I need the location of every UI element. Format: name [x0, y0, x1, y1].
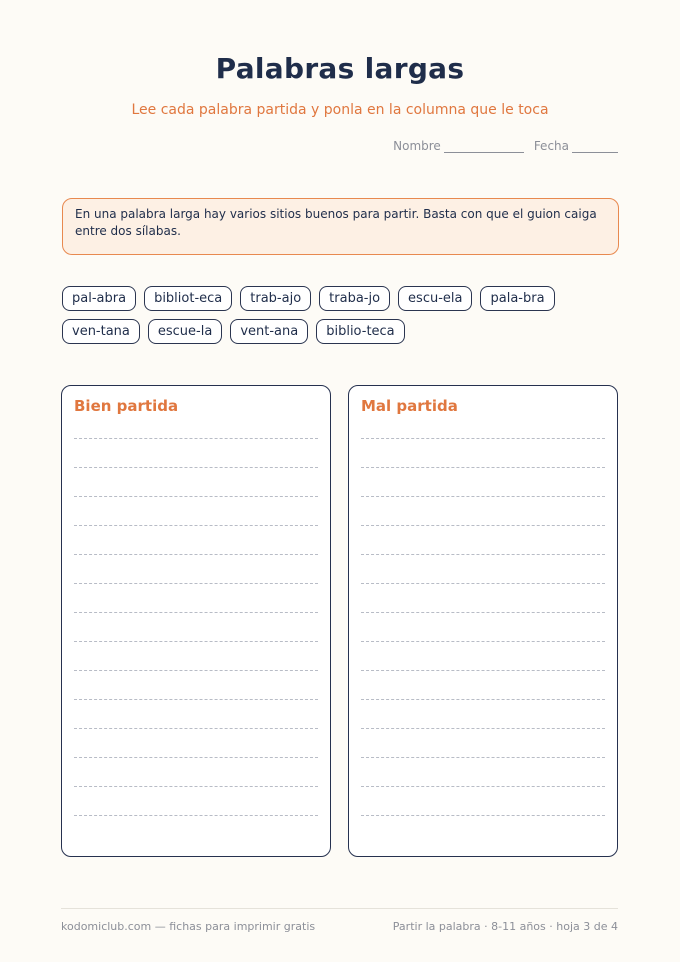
writing-line	[74, 641, 318, 642]
writing-line	[361, 438, 605, 439]
page-title: Palabras largas	[215, 52, 465, 85]
word-chip: trab-ajo	[240, 286, 311, 311]
writing-line	[361, 467, 605, 468]
writing-line	[74, 786, 318, 787]
writing-line	[361, 670, 605, 671]
writing-line	[74, 815, 318, 816]
writing-line	[361, 786, 605, 787]
word-chip: bibliot-eca	[144, 286, 232, 311]
date-label: Fecha	[533, 139, 569, 153]
writing-line	[74, 670, 318, 671]
writing-line	[74, 467, 318, 468]
writing-line	[74, 699, 318, 700]
writing-line	[361, 815, 605, 816]
word-bank	[62, 286, 622, 344]
writing-line	[74, 612, 318, 613]
writing-line	[361, 699, 605, 700]
writing-line	[361, 525, 605, 526]
column-incorrect-title: Mal partida	[361, 397, 458, 415]
writing-line	[361, 757, 605, 758]
writing-lines-left	[74, 438, 318, 844]
writing-line	[361, 583, 605, 584]
column-incorrect	[348, 385, 618, 857]
name-label: Nombre	[393, 139, 441, 153]
writing-line	[361, 641, 605, 642]
name-line	[444, 142, 524, 153]
column-correct	[61, 385, 331, 857]
name-field	[393, 139, 524, 153]
footer-divider	[61, 908, 618, 909]
writing-line	[74, 554, 318, 555]
word-chip: biblio-teca	[316, 319, 404, 344]
writing-line	[361, 496, 605, 497]
tip-box: En una palabra larga hay varios sitios buenos para partir. Basta con que el guion caiga entre dos sílabas.	[62, 198, 619, 255]
word-chip: traba-jo	[319, 286, 390, 311]
writing-lines-right	[361, 438, 605, 844]
writing-line	[74, 525, 318, 526]
word-chip: vent-ana	[230, 319, 308, 344]
word-chip: escu-ela	[398, 286, 472, 311]
writing-line	[74, 583, 318, 584]
writing-line	[74, 496, 318, 497]
column-correct-title: Bien partida	[74, 397, 179, 415]
word-chip: pala-bra	[480, 286, 554, 311]
date-field	[534, 139, 618, 153]
footer-site: kodomiclub.com — fichas para imprimir gratis	[61, 920, 316, 933]
writing-line	[361, 728, 605, 729]
date-line	[572, 142, 618, 153]
writing-line	[74, 438, 318, 439]
writing-line	[74, 757, 318, 758]
page-subtitle: Lee cada palabra partida y ponla en la columna que le toca	[131, 102, 549, 118]
word-chip: escue-la	[148, 319, 222, 344]
writing-line	[361, 554, 605, 555]
student-fields	[393, 139, 618, 153]
footer-sheet-info: Partir la palabra · 8-11 años · hoja 3 de 4	[392, 920, 618, 933]
writing-line	[74, 728, 318, 729]
word-chip: ven-tana	[62, 319, 140, 344]
word-chip: pal-abra	[62, 286, 136, 311]
writing-line	[361, 612, 605, 613]
